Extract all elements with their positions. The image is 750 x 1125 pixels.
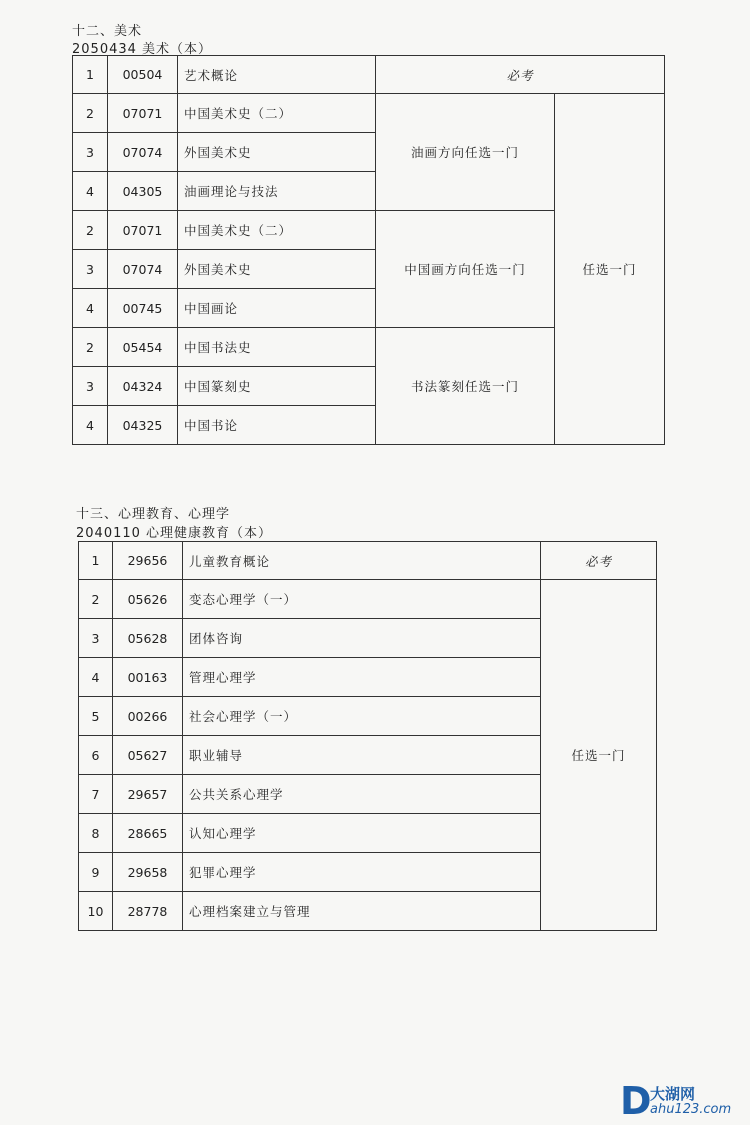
course-code: 05627	[113, 736, 183, 775]
row-number: 10	[79, 892, 113, 931]
course-name: 公共关系心理学	[183, 775, 541, 814]
elective-cell: 任选一门	[555, 94, 665, 445]
oil-painting-group: 油画方向任选一门	[376, 94, 555, 211]
section-1-major: 2050434 美术（本）	[72, 42, 213, 57]
course-code: 29658	[113, 853, 183, 892]
course-name: 管理心理学	[183, 658, 541, 697]
required-cell: 必考	[541, 542, 657, 580]
course-name: 犯罪心理学	[183, 853, 541, 892]
course-code: 07071	[108, 94, 178, 133]
row-number: 9	[79, 853, 113, 892]
course-name: 油画理论与技法	[178, 172, 376, 211]
course-name: 中国美术史（二）	[178, 94, 376, 133]
row-number: 6	[79, 736, 113, 775]
course-name: 外国美术史	[178, 133, 376, 172]
course-name: 社会心理学（一）	[183, 697, 541, 736]
row-number: 4	[73, 406, 108, 445]
course-code: 07071	[108, 211, 178, 250]
course-code: 00266	[113, 697, 183, 736]
course-name: 中国画论	[178, 289, 376, 328]
table-row	[79, 542, 657, 580]
course-code: 07074	[108, 133, 178, 172]
row-number: 5	[79, 697, 113, 736]
course-code: 28778	[113, 892, 183, 931]
course-code: 00163	[113, 658, 183, 697]
row-number: 3	[73, 367, 108, 406]
table-row	[73, 56, 665, 94]
site-watermark	[620, 1079, 745, 1123]
course-name: 认知心理学	[183, 814, 541, 853]
chinese-painting-group: 中国画方向任选一门	[376, 211, 555, 328]
row-number: 2	[73, 211, 108, 250]
art-course-table	[72, 55, 665, 445]
row-number: 1	[79, 542, 113, 580]
course-code: 00504	[108, 56, 178, 94]
section-2-heading: 十三、心理教育、心理学	[76, 507, 231, 522]
course-code: 05454	[108, 328, 178, 367]
course-name: 团体咨询	[183, 619, 541, 658]
course-code: 28665	[113, 814, 183, 853]
psychology-course-table	[78, 541, 657, 931]
row-number: 4	[79, 658, 113, 697]
section-1-heading: 十二、美术	[72, 24, 143, 39]
section-2-major: 2040110 心理健康教育（本）	[76, 526, 273, 541]
table-row	[79, 580, 657, 619]
calligraphy-seal-group: 书法篆刻任选一门	[376, 328, 555, 445]
table-row	[73, 94, 665, 133]
course-code: 04324	[108, 367, 178, 406]
course-name: 中国篆刻史	[178, 367, 376, 406]
course-name: 中国书论	[178, 406, 376, 445]
row-number: 3	[79, 619, 113, 658]
course-code: 05628	[113, 619, 183, 658]
course-code: 04305	[108, 172, 178, 211]
course-name: 中国书法史	[178, 328, 376, 367]
row-number: 8	[79, 814, 113, 853]
course-name: 心理档案建立与管理	[183, 892, 541, 931]
course-code: 29656	[113, 542, 183, 580]
course-name: 外国美术史	[178, 250, 376, 289]
row-number: 2	[73, 94, 108, 133]
row-number: 4	[73, 172, 108, 211]
watermark-logo-icon: D	[620, 1079, 652, 1123]
course-name: 艺术概论	[178, 56, 376, 94]
course-code: 29657	[113, 775, 183, 814]
row-number: 3	[73, 250, 108, 289]
row-number: 4	[73, 289, 108, 328]
course-code: 05626	[113, 580, 183, 619]
course-name: 中国美术史（二）	[178, 211, 376, 250]
required-cell: 必考	[376, 56, 665, 94]
row-number: 3	[73, 133, 108, 172]
watermark-url: ahu123.com	[650, 1102, 732, 1117]
course-name: 职业辅导	[183, 736, 541, 775]
course-name: 儿童教育概论	[183, 542, 541, 580]
course-code: 04325	[108, 406, 178, 445]
course-code: 00745	[108, 289, 178, 328]
course-code: 07074	[108, 250, 178, 289]
row-number: 2	[79, 580, 113, 619]
row-number: 2	[73, 328, 108, 367]
row-number: 7	[79, 775, 113, 814]
course-name: 变态心理学（一）	[183, 580, 541, 619]
elective-cell: 任选一门	[541, 580, 657, 931]
watermark-site-name: 大湖网	[650, 1085, 696, 1103]
row-number: 1	[73, 56, 108, 94]
